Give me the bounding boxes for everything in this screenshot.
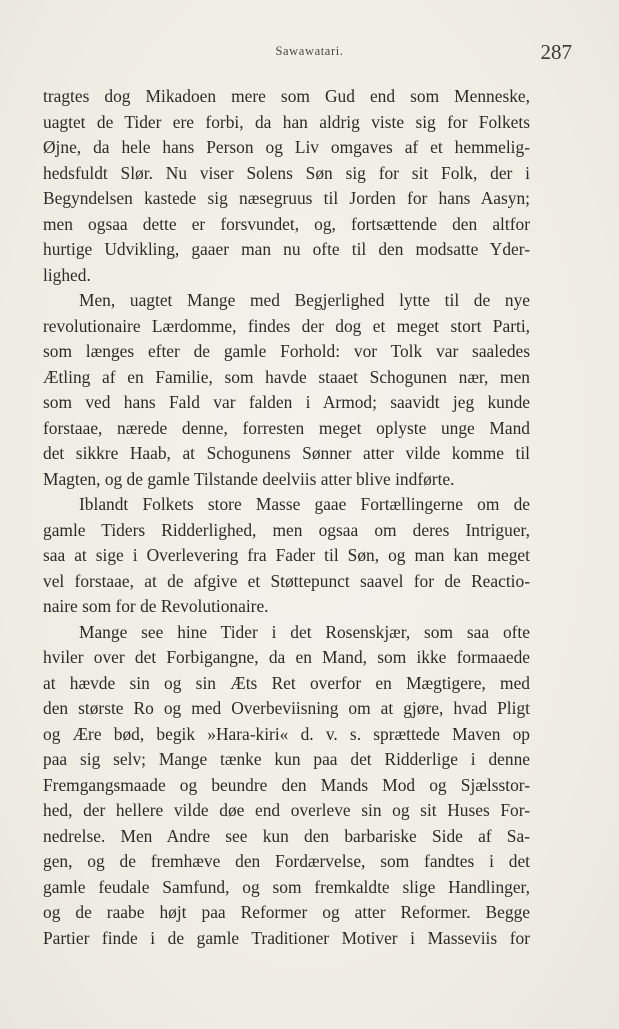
body-text xyxy=(43,84,530,951)
text-line: og Ære bød, begik »Hara-kiri« d. v. s. sprættede Maven op xyxy=(43,723,530,744)
text-line: Fremgangsmaade og beundre den Mands Mod og Sjælsstor- xyxy=(43,774,530,795)
text-line: hviler over det Forbigangne, da en Mand, som ikke formaaede xyxy=(43,647,530,667)
text-line: gen, og de fremhæve den Fordærvelse, som fandtes i det xyxy=(43,851,530,871)
text-line: uagtet de Tider ere forbi, da han aldrig viste sig for Folkets xyxy=(43,111,530,132)
text-line: nedrelse. Men Andre see kun den barbariske Side af Sa- xyxy=(43,825,530,846)
text-line: som ved hans Fald var falden i Armod; saavidt jeg kunde xyxy=(43,392,530,412)
text-line: revolutionaire Lærdomme, findes der dog et meget stort Parti, xyxy=(43,315,530,336)
text-line: men ogsaa dette er forsvundet, og, fortsættende den altfor xyxy=(43,213,530,234)
running-head: Sawawatari. xyxy=(275,44,344,58)
text-line: saa at sige i Overlevering fra Fader til Søn, og man kan meget xyxy=(43,545,530,565)
text-line: Partier finde i de gamle Traditioner Motiver i Masseviis for xyxy=(43,927,530,948)
text-line: den største Ro og med Overbeviisning om at gjøre, hvad Pligt xyxy=(43,698,530,718)
text-line: Men, uagtet Mange med Begjerlighed lytte til de nye xyxy=(79,290,530,310)
text-line: tragtes dog Mikadoen mere som Gud end som Menneske, xyxy=(43,86,530,106)
text-line: naire som for de Revolutionaire. xyxy=(43,596,269,616)
text-line: og de raabe højt paa Reformer og atter Reformer. Begge xyxy=(43,902,530,922)
text-line: Iblandt Folkets store Masse gaae Fortællingerne om de xyxy=(79,494,530,514)
page-number: 287 xyxy=(540,40,572,64)
text-line: Begyndelsen kastede sig næsegruus til Jorden for hans Aasyn; xyxy=(43,188,530,208)
text-line: Magten, og de gamle Tilstande deelviis atter blive indførte. xyxy=(43,468,455,489)
text-line: hurtige Udvikling, gaaer man nu ofte til den modsatte Yder- xyxy=(43,239,530,259)
text-line: Mange see hine Tider i det Rosenskjær, som saa ofte xyxy=(79,621,530,642)
text-line: vel forstaae, at de afgive et Støttepunct saavel for de Reactio- xyxy=(43,570,530,591)
text-line: Ætling af en Familie, som havde staaet Schogunen nær, men xyxy=(43,366,530,387)
text-line: det sikkre Haab, at Schogunens Sønner atter vilde komme til xyxy=(43,443,530,463)
text-line: hedsfuldt Slør. Nu viser Solens Søn sig for sit Folk, der i xyxy=(43,162,530,183)
text-line: at hævde sin og sin Æts Ret overfor en Mægtigere, med xyxy=(43,672,530,693)
text-line: som længes efter de gamle Forhold: vor Tolk var saaledes xyxy=(43,341,530,361)
text-line: gamle Tiders Ridderlighed, men ogsaa om deres Intriguer, xyxy=(43,519,530,540)
text-line: Øjne, da hele hans Person og Liv omgaves af et hemmelig- xyxy=(43,137,530,157)
text-line: gamle feudale Samfund, og som fremkaldte slige Handlinger, xyxy=(43,876,530,897)
text-line: lighed. xyxy=(43,264,91,285)
text-line: forstaae, nærede denne, forresten meget oplyste unge Mand xyxy=(43,417,530,438)
text-line: hed, der hellere vilde døe end overleve sin og sit Huses For- xyxy=(43,800,530,820)
text-line: paa sig selv; Mange tænke kun paa det Ridderlige i denne xyxy=(43,749,530,769)
